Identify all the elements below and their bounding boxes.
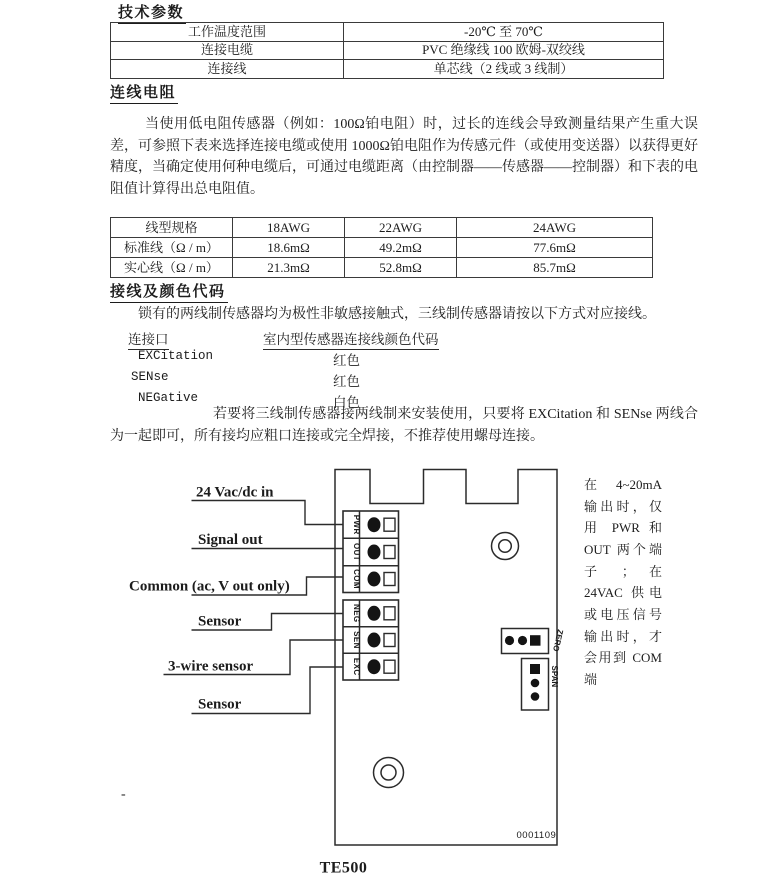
cell-value: 21.3mΩ (233, 258, 345, 278)
terminal-label-out: OUT (352, 542, 361, 562)
color-code-header-row (110, 328, 698, 349)
param-value: 单芯线（2 线或 3 线制） (344, 60, 664, 79)
row-label: 标准线（Ω / m） (111, 238, 233, 258)
wire-label-sensor-2: Sensor (198, 696, 242, 713)
side-note-line: OUT 两个端 (584, 541, 662, 557)
mounting-hole-top (492, 533, 519, 560)
terminal-label-pwr: PWR (352, 514, 361, 535)
side-note-line: 或电压信号 (584, 606, 662, 622)
color-code-intro: 锁有的两线制传感器均为极性非敏感接触式，三线制传感器请按以下方式对应接线。 (138, 307, 656, 322)
wire-color: 白色 (333, 395, 360, 410)
terminal-name: EXCitation (138, 349, 214, 363)
span-jumper-pins (530, 664, 540, 701)
three-wire-note: 若要将三线制传感器接两线制来安装使用，只要将 EXCitation 和 SENse 两线合为一起即可，所有接均应粗口连接或完全焊接，不推荐使用螺母连接。 (110, 407, 698, 444)
cell-value: 49.2mΩ (345, 238, 457, 258)
terminal-label-sen: SEN (352, 631, 361, 649)
tech-params-table (110, 22, 664, 79)
figure-caption: TE500 (319, 859, 368, 877)
side-note-line: 输出时，仅 (584, 498, 662, 514)
wire-label-3-wire-sensor: 3-wire sensor (168, 658, 254, 675)
table-row (111, 41, 664, 60)
table-row (111, 23, 664, 42)
section-heading-tech-params: 技术参数 (118, 5, 186, 24)
terminal-name: NEGative (138, 391, 199, 405)
color-code-row (110, 370, 698, 391)
wire-color: 红色 (333, 353, 360, 368)
terminal-contacts (368, 517, 396, 674)
row-label: 实心线（Ω / m） (111, 258, 233, 278)
column-header: 24AWG (457, 218, 653, 238)
param-label: 连接线 (111, 60, 344, 79)
cell-value: 85.7mΩ (457, 258, 653, 278)
column-header: 线型规格 (111, 218, 233, 238)
color-code-row (110, 349, 698, 370)
cell-value: 18.6mΩ (233, 238, 345, 258)
color-code-col1-header: 连接口 (128, 328, 169, 350)
stray-dash: - (121, 787, 126, 802)
wire-label-power: 24 Vac/dc in (196, 484, 274, 501)
wire-color: 红色 (333, 374, 360, 389)
column-header: 18AWG (233, 218, 345, 238)
zero-jumper-pins (505, 635, 541, 646)
cell-value: 52.8mΩ (345, 258, 457, 278)
terminal-label-com: COM (352, 569, 361, 589)
cell-value: 77.6mΩ (457, 238, 653, 258)
board-number: 0001109 (516, 830, 557, 841)
zero-jumper-label: ZERO (551, 628, 565, 653)
side-note-line: 在 4~20mA (584, 477, 662, 492)
awg-resistance-table (110, 217, 653, 278)
side-note (584, 474, 662, 691)
table-row (111, 60, 664, 79)
param-value: -20℃ 至 70℃ (344, 23, 664, 42)
color-code-col2-header: 室内型传感器连接线颜色代码 (263, 328, 439, 350)
side-note-line: 24VAC 供电 (584, 585, 662, 601)
param-value: PVC 绝缘线 100 欧姆-双绞线 (344, 41, 664, 60)
mounting-hole-bottom (374, 758, 404, 788)
table-row (111, 258, 653, 278)
param-label: 工作温度范围 (111, 23, 344, 42)
terminal-label-neg: NEG (352, 604, 361, 623)
side-note-line: 输出时，才 (584, 628, 662, 644)
side-note-line: 会用到 COM (584, 650, 662, 666)
wire-label-common: Common (ac, V out only) (129, 578, 290, 595)
wire-label-signal: Signal out (198, 532, 263, 548)
side-note-line: 子 ； 在 (584, 563, 662, 579)
table-row (111, 238, 653, 258)
terminal-label-exc: EXC (352, 657, 361, 676)
terminal-name: SENse (131, 370, 169, 384)
column-header: 22AWG (345, 218, 457, 238)
side-note-line: 端 (584, 671, 598, 687)
span-jumper-label: SPAN (550, 665, 559, 688)
resistance-paragraph: 当使用低电阻传感器（例如：100Ω铂电阻）时，过长的连线会导致测量结果产生重大误差，可参照下表来选择连接电缆或使用 1000Ω铂电阻作为传感元件（或使用变送器）以获得更好精度，当确定使用何种电缆后，可通过电缆距离（由控制器——传感器——控制器）和下表的电阻值计算得出总电阻值。 (110, 117, 698, 197)
table-header-row (111, 218, 653, 238)
section-heading-color-codes: 接线及颜色代码 (110, 284, 228, 303)
side-note-line: 用 PWR 和 (584, 520, 662, 536)
wire-label-sensor-1: Sensor (198, 613, 242, 630)
section-heading-wire-resistance: 连线电阻 (110, 85, 178, 104)
param-label: 连接电缆 (111, 41, 344, 60)
